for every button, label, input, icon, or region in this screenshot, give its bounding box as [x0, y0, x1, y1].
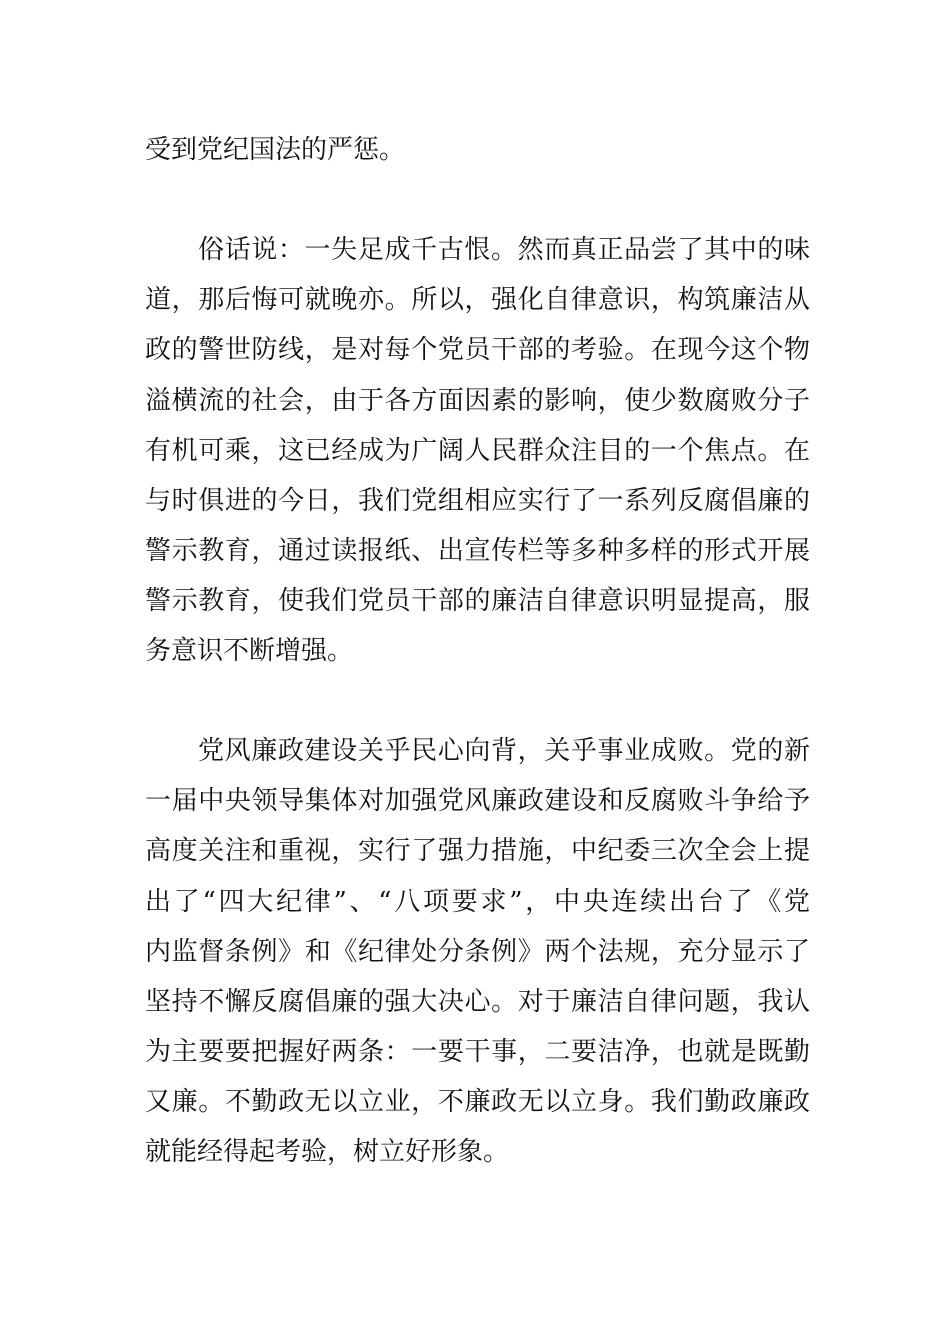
paragraph-3-line-2: 一届中央领导集体对加强党风廉政建设和反腐败斗争给予: [145, 786, 810, 816]
paragraph-2-line-6: 与时俱进的今日，我们党组相应实行了一系列反腐倡廉的: [145, 486, 810, 516]
paragraph-2-line-4: 溢横流的社会，由于各方面因素的影响，使少数腐败分子: [145, 386, 810, 416]
paragraph-3-line-7: 为主要要把握好两条：一要干事，二要洁净，也就是既勤: [145, 1037, 810, 1067]
paragraph-2-line-2: 道，那后悔可就晚亦。所以，强化自律意识，构筑廉洁从: [145, 285, 810, 315]
paragraph-2-line-3: 政的警世防线，是对每个党员干部的考验。在现今这个物: [145, 335, 810, 365]
paragraph-1-line-1: 受到党纪国法的严惩。: [145, 135, 406, 165]
paragraph-2-line-8: 警示教育，使我们党员干部的廉洁自律意识明显提高，服: [145, 586, 810, 616]
paragraph-3-line-3: 高度关注和重视，实行了强力措施，中纪委三次全会上提: [145, 836, 810, 866]
paragraph-3-line-8: 又廉。不勤政无以立业，不廉政无以立身。我们勤政廉政: [145, 1087, 810, 1117]
paragraph-2-line-1: 俗话说：一失足成千古恨。然而真正品尝了其中的味: [198, 235, 810, 265]
paragraph-3-line-4: 出了“四大纪律”、“八项要求”，中央连续出台了《党: [145, 887, 810, 917]
paragraph-2-line-7: 警示教育，通过读报纸、出宣传栏等多种多样的形式开展: [145, 536, 810, 566]
paragraph-3-line-1: 党风廉政建设关乎民心向背，关乎事业成败。党的新: [198, 736, 810, 766]
paragraph-3-line-5: 内监督条例》和《纪律处分条例》两个法规，充分显示了: [145, 937, 810, 967]
paragraph-2-line-9: 务意识不断增强。: [145, 636, 354, 666]
paragraph-3-line-6: 坚持不懈反腐倡廉的强大决心。对于廉洁自律问题，我认: [145, 987, 810, 1017]
paragraph-3-line-9: 就能经得起考验，树立好形象。: [145, 1137, 510, 1167]
paragraph-2-line-5: 有机可乘，这已经成为广阔人民群众注目的一个焦点。在: [145, 436, 810, 466]
